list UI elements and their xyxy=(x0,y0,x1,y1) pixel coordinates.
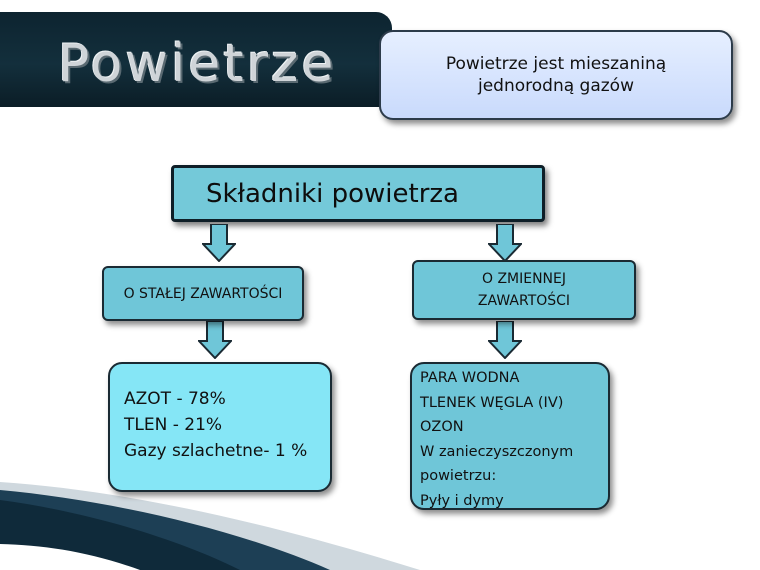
definition-box xyxy=(379,30,733,120)
variable-components-label-line-2: ZAWARTOŚCI xyxy=(477,293,571,309)
list-item: TLENEK WĘGLA (IV) xyxy=(420,394,564,411)
variable-components-list xyxy=(410,362,610,510)
definition-line-2: jednorodną gazów xyxy=(478,76,634,96)
constant-components-label: O STAŁEJ ZAWARTOŚCI xyxy=(123,285,283,302)
page-title: Powietrze xyxy=(58,34,337,94)
list-item: PARA WODNA xyxy=(420,370,520,386)
list-item: OZON xyxy=(420,419,464,435)
main-node-label: Składniki powietrza xyxy=(206,178,459,209)
definition-line-1: Powietrze jest mieszaniną xyxy=(445,54,667,74)
variable-components-label-line-1: O ZMIENNEJ xyxy=(481,271,567,287)
main-node-box xyxy=(171,165,545,222)
list-item: TLEN - 21% xyxy=(124,415,223,435)
list-item: Pyły i dymy xyxy=(420,492,504,509)
arrow-down-icon xyxy=(198,321,232,359)
arrow-down-icon xyxy=(488,321,522,359)
constant-components-list xyxy=(108,362,332,492)
arrow-down-icon xyxy=(488,224,522,262)
variable-components-box xyxy=(412,260,636,320)
title-banner xyxy=(0,12,392,107)
list-item: Gazy szlachetne- 1 % xyxy=(124,441,308,461)
constant-components-box xyxy=(102,266,304,321)
list-item: W zanieczyszczonym xyxy=(420,443,574,460)
list-item: powietrzu: xyxy=(420,468,497,484)
arrow-down-icon xyxy=(202,224,236,262)
list-item: AZOT - 78% xyxy=(124,389,226,409)
